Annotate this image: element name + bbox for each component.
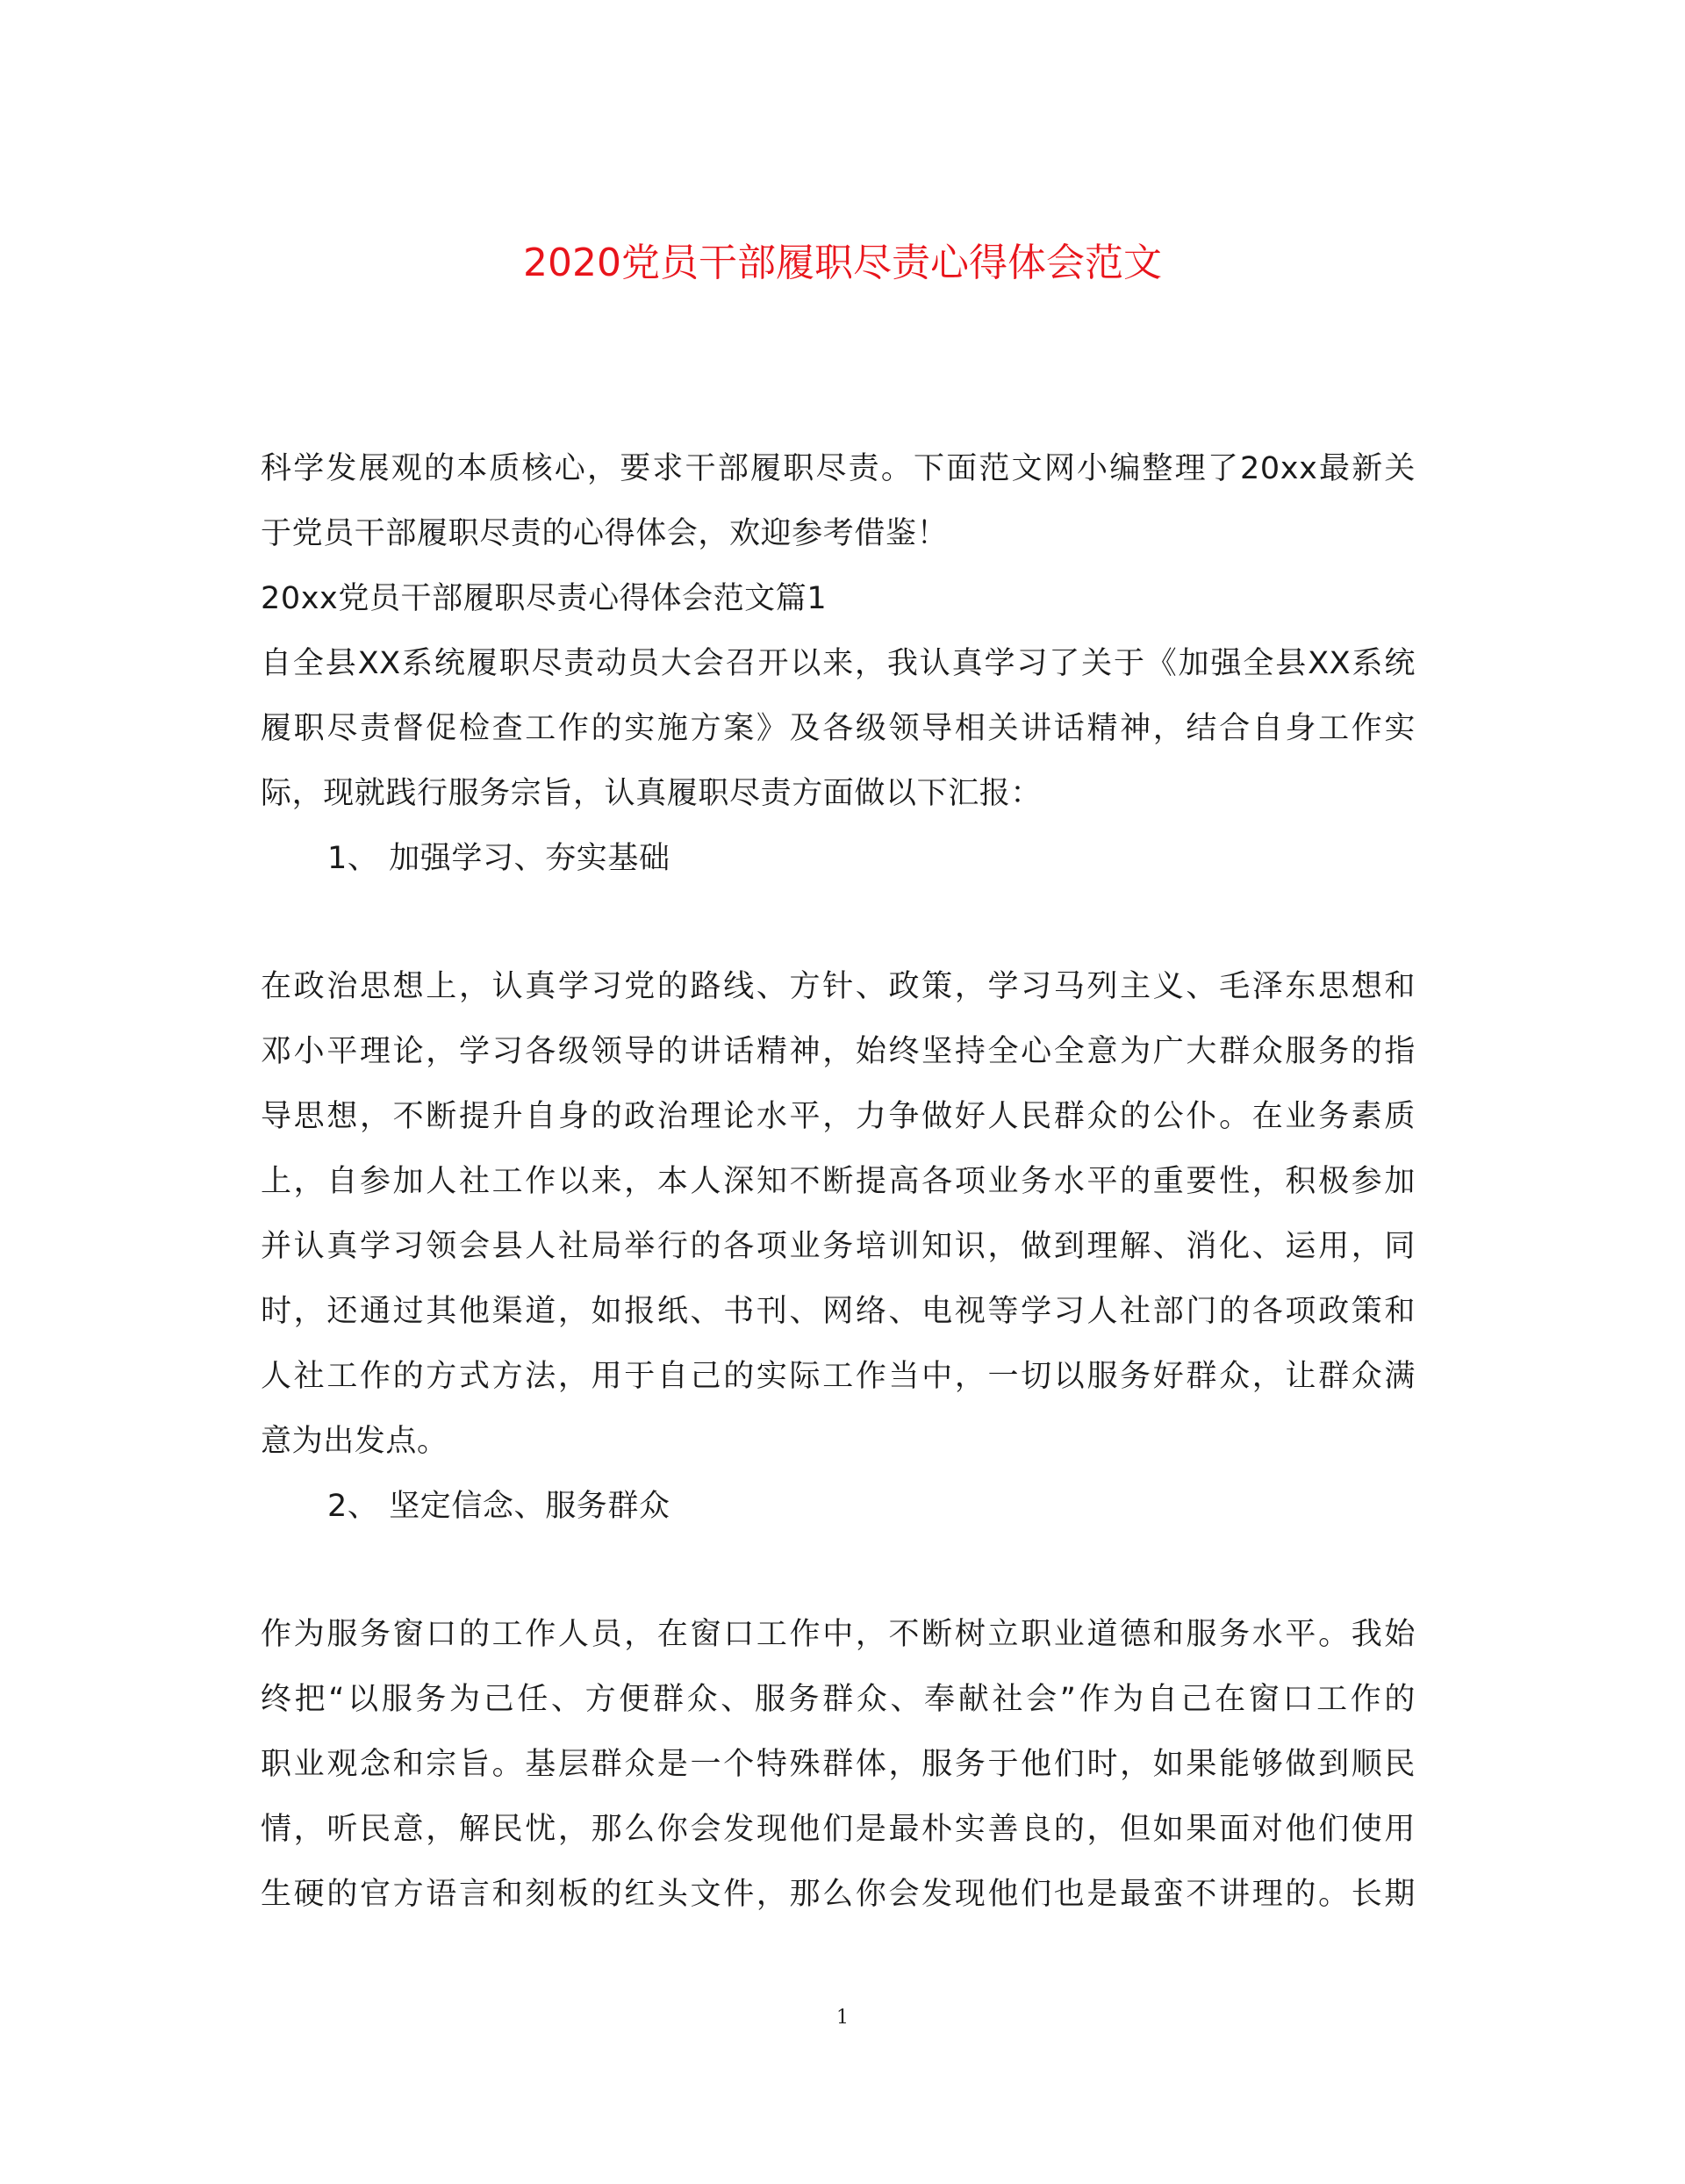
body-line: 在政治思想上，认真学习党的路线、方针、政策，学习马列主义、毛泽东思想和 (261, 969, 1416, 1004)
numbered-heading: 1、 加强学习、夯实基础 (327, 841, 670, 876)
body-line: 职业观念和宗旨。基层群众是一个特殊群体，服务于他们时，如果能够做到顺民 (261, 1747, 1416, 1782)
body-line: 科学发展观的本质核心，要求干部履职尽责。下面范文网小编整理了20xx最新关 (261, 451, 1416, 486)
body-line: 邓小平理论，学习各级领导的讲话精神，始终坚持全心全意为广大群众服务的指 (261, 1034, 1416, 1069)
body-line: 情，听民意，解民忧，那么你会发现他们是最朴实善良的，但如果面对他们使用 (261, 1812, 1416, 1847)
body-line: 终把“以服务为己任、方便群众、服务群众、奉献社会”作为自己在窗口工作的 (261, 1682, 1416, 1717)
section-heading: 20xx党员干部履职尽责心得体会范文篇1 (261, 581, 828, 616)
body-line: 时，还通过其他渠道，如报纸、书刊、网络、电视等学习人社部门的各项政策和 (261, 1294, 1416, 1329)
body-line: 生硬的官方语言和刻板的红头文件，那么你会发现他们也是最蛮不讲理的。长期 (261, 1877, 1416, 1912)
body-line: 导思想，不断提升自身的政治理论水平，力争做好人民群众的公仆。在业务素质 (261, 1099, 1416, 1134)
page-number: 1 (836, 2007, 849, 2029)
body-line: 履职尽责督促检查工作的实施方案》及各级领导相关讲话精神，结合自身工作实 (261, 711, 1416, 746)
body-line: 人社工作的方式方法，用于自己的实际工作当中，一切以服务好群众，让群众满 (261, 1359, 1416, 1394)
body-line: 意为出发点。 (261, 1424, 448, 1459)
body-line: 上，自参加人社工作以来，本人深知不断提高各项业务水平的重要性，积极参加 (261, 1164, 1416, 1199)
body-line: 并认真学习领会县人社局举行的各项业务培训知识，做到理解、消化、运用，同 (261, 1229, 1416, 1264)
body-line: 际，现就践行服务宗旨，认真履职尽责方面做以下汇报： (261, 776, 1043, 811)
body-line: 作为服务窗口的工作人员，在窗口工作中，不断树立职业道德和服务水平。我始 (261, 1617, 1416, 1652)
body-line: 自全县XX系统履职尽责动员大会召开以来，我认真学习了关于《加强全县XX系统 (261, 646, 1416, 681)
document-title: 2020党员干部履职尽责心得体会范文 (523, 241, 1162, 285)
body-line: 于党员干部履职尽责的心得体会，欢迎参考借鉴！ (261, 516, 949, 551)
numbered-heading: 2、 坚定信念、服务群众 (327, 1489, 670, 1524)
